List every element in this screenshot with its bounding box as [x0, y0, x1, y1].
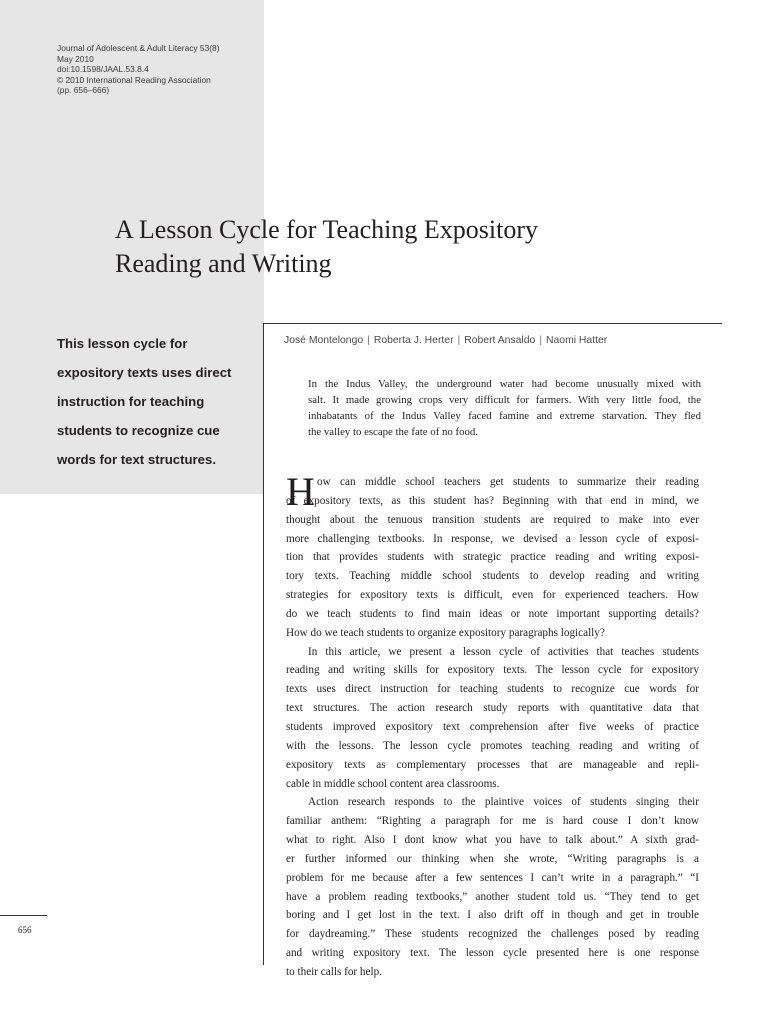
horizontal-rule	[264, 323, 722, 324]
epigraph-line: In the Indus Valley, the underground water had become unusually mixed with	[308, 378, 701, 390]
body-line: How do we teach students to organize expository paragraphs logically?	[286, 626, 605, 639]
paragraph-3	[286, 793, 699, 981]
vertical-rule	[263, 323, 264, 965]
body-line: more challenging textbooks. In response, we devised a lesson cycle of exposi-	[286, 532, 699, 545]
body-line: and writing expository text. The lesson cycle presented here is one response	[286, 947, 699, 960]
title-line-2: Reading and Writing	[115, 249, 332, 278]
body-line: familiar anthem: “Righting a paragraph for me is hard couse I don’t know	[286, 815, 699, 828]
citation-doi: doi:10.1598/JAAL.53.8.4	[57, 64, 149, 75]
body-line: tion that provides students with strategic practice reading and writing exposi-	[286, 551, 699, 564]
body-line: er further informed our thinking when she wrote, “Writing paragraphs is a	[286, 852, 699, 865]
author-separator: |	[367, 335, 370, 346]
body-line: with the lessons. The lesson cycle promotes teaching reading and writing of	[286, 739, 699, 752]
title-line-1: A Lesson Cycle for Teaching Expository	[115, 215, 539, 244]
body-line: expository texts as complementary processes that are manageable and repli-	[286, 758, 699, 771]
drop-cap: H	[286, 469, 315, 514]
pull-quote-line: words for text structures.	[57, 452, 217, 467]
pull-quote-line: instruction for teaching	[57, 394, 205, 409]
citation-pages: (pp. 656–666)	[57, 85, 110, 96]
citation-journal: Journal of Adolescent & Adult Literacy 53(8)	[57, 43, 220, 53]
body-line: text structures. The action research study reports with quantitative data that	[286, 702, 699, 715]
author-separator: |	[457, 335, 461, 346]
epigraph-line: inhabatants of the Indus Valley faced famine and extreme starvation. They fled	[308, 410, 701, 422]
citation-copyright: © 2010 International Reading Association	[57, 74, 211, 85]
article-title	[115, 213, 675, 281]
pull-quote	[57, 329, 257, 474]
body-line: thought about the tenuous transition students are required to make into ever	[286, 513, 699, 526]
journal-citation	[57, 43, 257, 96]
author-name: José Montelongo	[284, 335, 364, 346]
body-line: tory texts. Teaching middle school students to develop reading and writing	[286, 570, 699, 583]
body-line: Action research responds to the plaintive voices of students singing their	[308, 796, 699, 809]
body-line: to their calls for help.	[286, 965, 382, 978]
author-name: Robert Ansaldo	[464, 335, 536, 346]
body-line: of expository texts, as this student has? Beginning with that end in mind, we	[286, 494, 699, 507]
body-line: what to right. Also I dont know what you have to talk about.” A sixth grad-	[286, 834, 699, 847]
pull-quote-line: expository texts uses direct	[57, 365, 232, 380]
body-line: students improved expository text comprehension after five weeks of practice	[286, 720, 699, 733]
epigraph	[308, 376, 701, 440]
body-line: strategies for expository texts is difficult, even for experienced teachers. How	[286, 589, 699, 602]
page-number: 656	[18, 925, 32, 935]
page-number-rule	[0, 915, 47, 916]
epigraph-line: the valley to escape the fate of no food.	[308, 426, 478, 438]
body-line: for daydreaming.” These students recognized the challenges posed by reading	[286, 928, 699, 941]
citation-date: May 2010	[57, 53, 94, 64]
body-line: ow can middle school teachers get students to summarize their reading	[317, 476, 699, 488]
body-line: do we teach students to find main ideas or note important supporting details?	[286, 607, 699, 620]
author-name: Roberta J. Herter	[373, 335, 454, 346]
epigraph-line: salt. It made growing crops very difficult for farmers. With very little food, the	[308, 394, 701, 406]
author-list	[284, 335, 724, 346]
body-line: In this article, we present a lesson cycle of activities that teaches students	[308, 645, 699, 658]
body-line: reading and writing skills for expository texts. The lesson cycle for expository	[286, 664, 699, 677]
article-body	[286, 455, 699, 982]
body-line: texts uses direct instruction for teaching students to recognize cue words for	[286, 683, 699, 696]
body-line: cable in middle school content area classrooms.	[286, 777, 500, 790]
body-line: problem for me because after a few sentences I can’t write in a paragraph.” “I	[286, 871, 699, 884]
author-name: Naomi Hatter	[546, 335, 608, 346]
pull-quote-line: This lesson cycle for	[57, 336, 188, 351]
pull-quote-line: students to recognize cue	[57, 423, 220, 438]
body-line: boring and I get lost in the text. I also drift off in though and get in trouble	[286, 909, 699, 922]
body-line: have a problem reading textbooks,” another student told us. “They tend to get	[286, 890, 699, 903]
paragraph-2	[286, 643, 699, 794]
author-separator: |	[539, 335, 543, 346]
paragraph-1	[286, 469, 699, 643]
